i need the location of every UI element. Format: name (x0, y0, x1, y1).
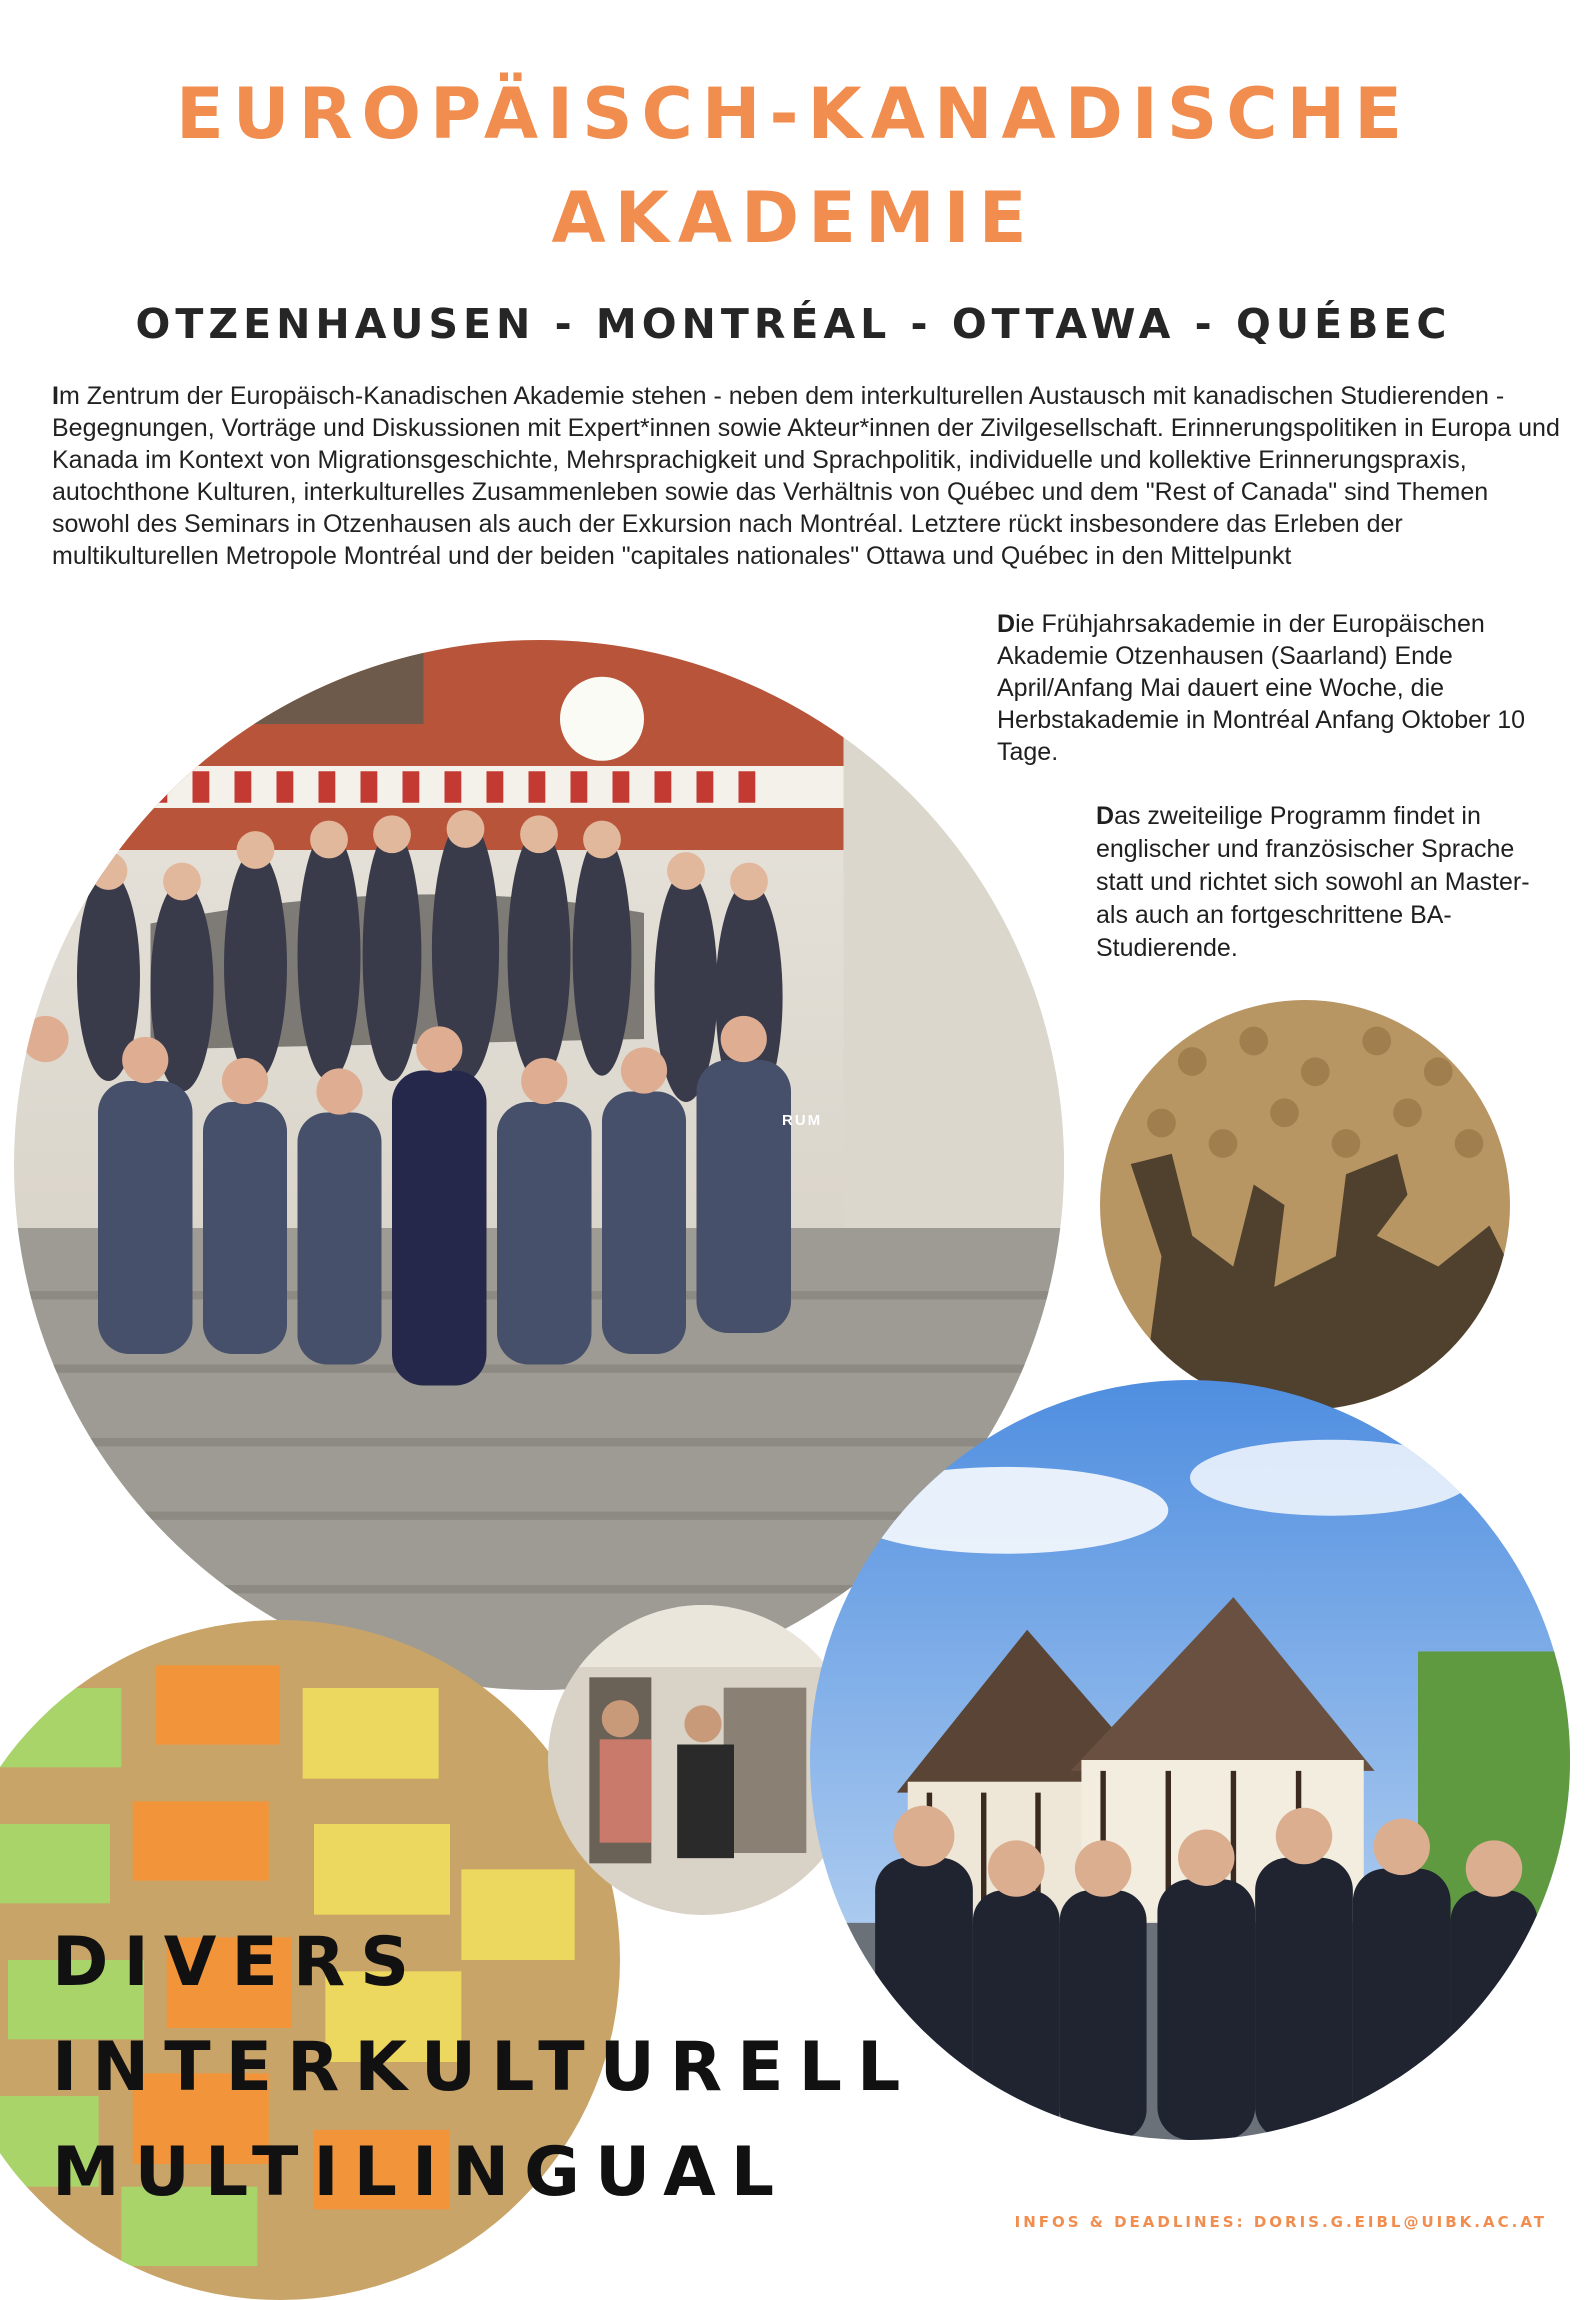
title-line-2: AKADEMIE (551, 177, 1036, 259)
shadow-cobblestone-photo (1100, 1000, 1510, 1410)
contact-footer[interactable]: INFOS & DEADLINES: DORIS.G.EIBL@UIBK.AC.AT (1014, 2213, 1547, 2231)
title-line-1: EUROPÄISCH-KANADISCHE (175, 73, 1412, 155)
schedule-text: ie Frühjahrsakademie in der Europäischen Akademie Otzenhausen (Saarland) Ende April/Anfang Mai dauert eine Woche, die Herbstakademie in Montréal Anfang Oktober 10 Tage. (997, 610, 1526, 766)
petite-france-photo (810, 1380, 1570, 2140)
group-photo-sign: RUM (782, 1112, 823, 1129)
page-title (0, 62, 1587, 270)
intro-text: m Zentrum der Europäisch-Kanadischen Akademie stehen - neben dem interkulturellen Austausch mit kanadischen Studierenden - Begegnungen, Vorträge und Diskussionen mit Expert*innen sowie Akteur*innen der Zivilgesellschaft. Erinnerungspolitiken in Europa und Kanada im Kontext von Migrationsgeschichte, Mehrsprachigkeit und Sprachpolitik, individuelle und kollektive Erinnerungspraxis, autochthone Kulturen, interkulturelles Zusammenleben sowie das Verhältnis von Québec und dem "Rest of Canada" sind Themen sowohl des Seminars in Otzenhausen als auch der Exkursion nach Montréal. Letztere rückt insbesondere das Erleben der multikulturellen Metropole Montréal und der beiden "capitales nationales" Ottawa und Québec in den Mittelpunkt (52, 382, 1560, 570)
locations-subtitle: OTZENHAUSEN - MONTRÉAL - OTTAWA - QUÉBEC (135, 300, 1452, 348)
motto-line-3: MULTILINGUAL (52, 2133, 790, 2212)
intro-initial: I (52, 382, 59, 410)
motto-line-1: DIVERS (52, 1923, 425, 2002)
schedule-paragraph (997, 608, 1567, 768)
program-paragraph (1096, 800, 1566, 965)
motto (52, 1910, 915, 2225)
schedule-initial: D (997, 610, 1016, 638)
program-initial: D (1096, 802, 1115, 830)
program-text: as zweiteilige Programm findet in englischer und französischer Sprache statt und richtet sich sowohl an Master- als auch an fortgeschrittene BA-Studierende. (1096, 802, 1530, 962)
intro-paragraph (52, 380, 1562, 572)
motto-line-2: INTERKULTURELL (52, 2028, 916, 2107)
